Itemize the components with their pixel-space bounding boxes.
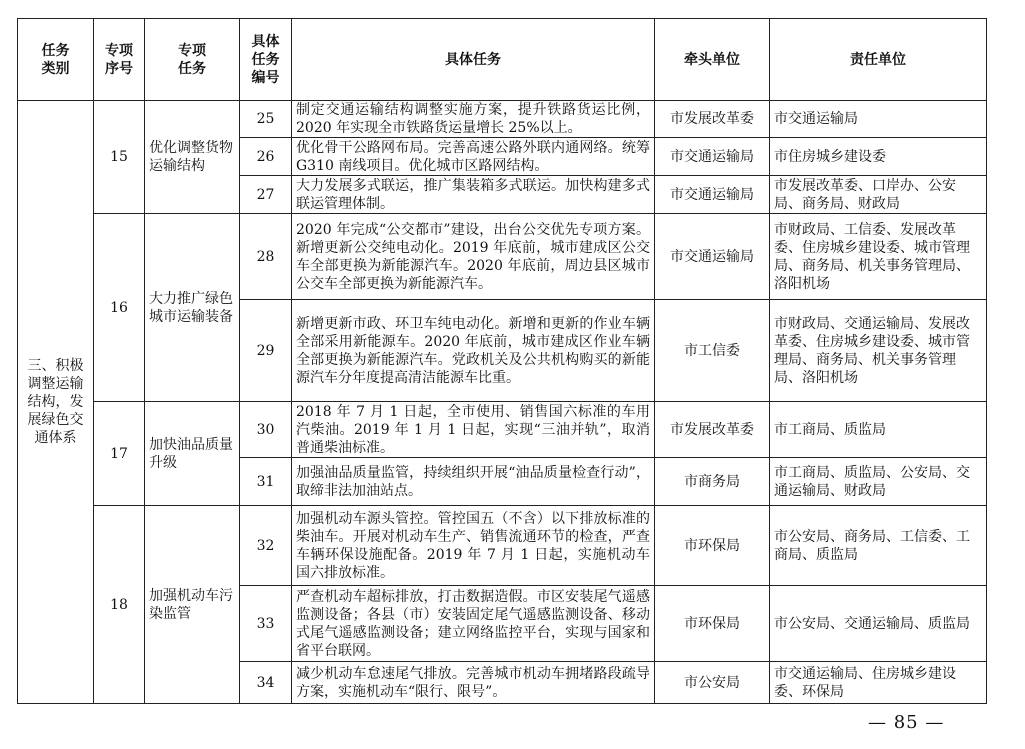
responsible-unit: 市住房城乡建设委: [770, 138, 987, 176]
task-text: 大力发展多式联运，推广集装箱多式联运。加快构建多式联运管理体制。: [292, 176, 655, 214]
page-number: — 85 —: [868, 712, 945, 733]
responsible-unit: 市公安局、交通运输局、质监局: [770, 586, 987, 662]
table-row: [18, 402, 987, 458]
group-number: 17: [94, 402, 145, 506]
lead-unit: 市商务局: [655, 458, 770, 506]
task-text: 严查机动车超标排放，打击数据造假。市区安装尾气遥感监测设备；各县（市）安装固定尾气遥感监测设备、移动式尾气遥感监测设备；建立网络监控平台，实现与国家和省平台联网。: [292, 586, 655, 662]
table-row: [18, 101, 987, 138]
lead-unit: 市交通运输局: [655, 214, 770, 300]
group-name: 加强机动车污染监管: [145, 506, 240, 704]
lead-unit: 市交通运输局: [655, 138, 770, 176]
header-label: 具体 任务 编号: [251, 33, 280, 86]
task-id: 34: [240, 662, 292, 704]
header-responsible: 责任单位: [770, 19, 987, 101]
responsible-unit: 市工商局、质监局、公安局、交通运输局、财政局: [770, 458, 987, 506]
lead-unit: 市工信委: [655, 300, 770, 402]
group-name: 大力推广绿色城市运输装备: [145, 214, 240, 402]
header-special-task: [145, 19, 240, 101]
group-number: 16: [94, 214, 145, 402]
group-number: 18: [94, 506, 145, 704]
task-id: 31: [240, 458, 292, 506]
task-text: 加强油品质量监管，持续组织开展“油品质量检查行动”，取缔非法加油站点。: [292, 458, 655, 506]
task-text: 新增更新市政、环卫车纯电动化。新增和更新的作业车辆全部采用新能源车。2020 年底前，城市建成区作业车辆全部更换为新能源汽车。党政机关及公共机构购买的新能源汽车分年度提高清洁能源车比重。: [292, 300, 655, 402]
lead-unit: 市交通运输局: [655, 176, 770, 214]
lead-unit: 市环保局: [655, 506, 770, 586]
responsible-unit: 市财政局、工信委、发展改革委、住房城乡建设委、城市管理局、商务局、机关事务管理局、洛阳机场: [770, 214, 987, 300]
task-id: 29: [240, 300, 292, 402]
task-text: 优化骨干公路网布局。完善高速公路外联内通网络。统筹 G310 南线项目。优化城市区路网结构。: [292, 138, 655, 176]
task-text: 制定交通运输结构调整实施方案，提升铁路货运比例，2020 年实现全市铁路货运量增长 25%以上。: [292, 101, 655, 138]
header-category: [18, 19, 94, 101]
responsible-unit: 市工商局、质监局: [770, 402, 987, 458]
task-text: 2018 年 7 月 1 日起，全市使用、销售国六标准的车用汽柴油。2019 年 1 月 1 日起，实现“三油并轨”，取消普通柴油标准。: [292, 402, 655, 458]
task-id: 27: [240, 176, 292, 214]
lead-unit: 市发展改革委: [655, 101, 770, 138]
task-id: 25: [240, 101, 292, 138]
task-text: 加强机动车源头管控。管控国五（不含）以下排放标准的柴油车。开展对机动车生产、销售流通环节的检查，严查车辆环保设施配备。2019 年 7 月 1 日起，实施机动车国六排放标准。: [292, 506, 655, 586]
header-lead: 牵头单位: [655, 19, 770, 101]
header-number: [94, 19, 145, 101]
group-number: 15: [94, 101, 145, 214]
header-row: [18, 19, 987, 101]
task-id: 33: [240, 586, 292, 662]
responsible-unit: 市交通运输局、住房城乡建设委、环保局: [770, 662, 987, 704]
table-row: [18, 506, 987, 586]
responsible-unit: 市交通运输局: [770, 101, 987, 138]
responsible-unit: 市发展改革委、口岸办、公安局、商务局、财政局: [770, 176, 987, 214]
header-task: 具体任务: [292, 19, 655, 101]
lead-unit: 市环保局: [655, 586, 770, 662]
header-label: 专项 序号: [105, 42, 133, 77]
header-label: 任务 类别: [41, 42, 70, 77]
task-text: 2020 年完成“公交都市”建设，出台公交优先专项方案。新增更新公交纯电动化。2019 年底前，城市建成区公交车全部更换为新能源汽车。2020 年底前，周边县区城市公交车全部更换为新能源汽车。: [292, 214, 655, 300]
table-row: [18, 214, 987, 300]
category-cell: 三、积极调整运输结构，发展绿色交通体系: [18, 101, 94, 704]
task-id: 28: [240, 214, 292, 300]
responsible-unit: 市公安局、商务局、工信委、工商局、质监局: [770, 506, 987, 586]
task-id: 32: [240, 506, 292, 586]
lead-unit: 市公安局: [655, 662, 770, 704]
group-name: 优化调整货物运输结构: [145, 101, 240, 214]
lead-unit: 市发展改革委: [655, 402, 770, 458]
header-task-no: [240, 19, 292, 101]
group-name: 加快油品质量升级: [145, 402, 240, 506]
task-table: [17, 18, 987, 704]
task-id: 30: [240, 402, 292, 458]
header-label: 专项 任务: [178, 42, 206, 77]
task-text: 减少机动车怠速尾气排放。完善城市机动车拥堵路段疏导方案，实施机动车“限行、限号”。: [292, 662, 655, 704]
task-id: 26: [240, 138, 292, 176]
responsible-unit: 市财政局、交通运输局、发展改革委、住房城乡建设委、城市管理局、商务局、机关事务管理局、洛阳机场: [770, 300, 987, 402]
